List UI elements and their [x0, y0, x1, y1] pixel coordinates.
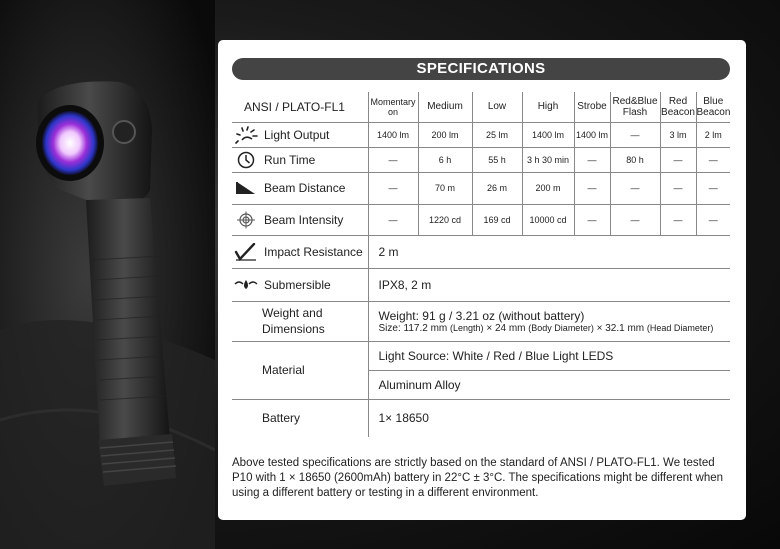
mode-header-red-blue-flash: Red&Blue Flash — [610, 92, 660, 122]
impact-icon — [234, 243, 258, 261]
impact-resistance-row — [232, 235, 730, 268]
cell-run-time: 80 h — [610, 147, 660, 172]
cell-battery: 1× 18650 — [368, 399, 730, 437]
cell-beam-distance: — — [368, 172, 418, 204]
row-label-beam-intensity: Beam Intensity — [264, 212, 344, 227]
cell-run-time: — — [574, 147, 610, 172]
cell-beam-intensity: 10000 cd — [522, 204, 574, 235]
light-burst-icon — [234, 126, 258, 144]
cell-weight-dimensions — [368, 301, 730, 341]
cell-beam-intensity: — — [574, 204, 610, 235]
row-label-run-time: Run Time — [264, 152, 316, 167]
cell-light-output: 3 lm — [660, 122, 696, 147]
cell-light-output: 1400 lm — [368, 122, 418, 147]
cell-beam-distance: 26 m — [472, 172, 522, 204]
row-label-submersible: Submersible — [264, 277, 331, 292]
cell-beam-distance: — — [610, 172, 660, 204]
cell-beam-distance: — — [574, 172, 610, 204]
cell-run-time: 6 h — [418, 147, 472, 172]
submersible-row — [232, 268, 730, 301]
cell-light-output: 25 lm — [472, 122, 522, 147]
mode-header-high: High — [522, 92, 574, 122]
mode-header-red-beacon: Red Beacon — [660, 92, 696, 122]
cell-material-light-source: Light Source: White / Red / Blue Light LEDS — [368, 341, 730, 370]
standard-header: ANSI / PLATO-FL1 — [232, 92, 368, 122]
mode-header-medium: Medium — [418, 92, 472, 122]
weight-value: Weight: 91 g / 3.21 oz (without battery) — [378, 308, 585, 323]
cell-run-time: 3 h 30 min — [522, 147, 574, 172]
cell-run-time: — — [696, 147, 730, 172]
cell-beam-distance: — — [660, 172, 696, 204]
row-label-beam-distance: Beam Distance — [264, 181, 346, 195]
beam-intensity-row — [232, 204, 730, 235]
specifications-card — [218, 40, 746, 520]
cell-run-time: — — [660, 147, 696, 172]
cell-beam-distance: 200 m — [522, 172, 574, 204]
cell-impact-resistance: 2 m — [368, 235, 730, 268]
mode-header-momentary: Momentary on — [368, 92, 418, 122]
clock-icon — [234, 151, 258, 169]
material-row — [232, 341, 730, 370]
cell-beam-intensity: — — [610, 204, 660, 235]
battery-row — [232, 399, 730, 437]
header-row — [232, 92, 730, 122]
cell-beam-intensity: — — [696, 204, 730, 235]
beam-icon — [234, 179, 258, 197]
specifications-table — [232, 92, 730, 437]
mode-header-strobe: Strobe — [574, 92, 610, 122]
cell-beam-intensity: — — [368, 204, 418, 235]
cell-light-output: 1400 lm — [522, 122, 574, 147]
cell-beam-intensity: 1220 cd — [418, 204, 472, 235]
cell-beam-intensity: — — [660, 204, 696, 235]
cell-submersible: IPX8, 2 m — [368, 268, 730, 301]
cell-run-time: 55 h — [472, 147, 522, 172]
crosshair-icon — [234, 211, 258, 229]
row-label-weight-dimensions: Weight and Dimensions — [232, 301, 368, 341]
cell-beam-distance: — — [696, 172, 730, 204]
beam-distance-row — [232, 172, 730, 204]
cell-light-output: 1400 lm — [574, 122, 610, 147]
mode-header-low: Low — [472, 92, 522, 122]
flashlight-photo — [0, 0, 215, 549]
mode-header-blue-beacon: Blue Beacon — [696, 92, 730, 122]
size-value: Size: 117.2 mm (Length) × 24 mm (Body Diameter) × 32.1 mm (Head Diameter) — [378, 322, 714, 334]
water-drop-icon — [234, 276, 258, 294]
test-conditions-note: Above tested specifications are strictly based on the standard of ANSI / PLATO-FL1. We tested P10 with 1 × 18650 (2600mAh) battery in 22°C ± 3°C. The specifications might be different when using a different battery or testing in a different environment. — [232, 457, 724, 499]
cell-light-output: 200 lm — [418, 122, 472, 147]
row-label-impact-resistance: Impact Resistance — [264, 244, 363, 259]
cell-beam-distance: 70 m — [418, 172, 472, 204]
cell-material-body: Aluminum Alloy — [368, 370, 730, 399]
cell-beam-intensity: 169 cd — [472, 204, 522, 235]
weight-dimensions-row — [232, 301, 730, 341]
cell-light-output: 2 lm — [696, 122, 730, 147]
specifications-title: SPECIFICATIONS — [232, 58, 730, 80]
light-output-row — [232, 122, 730, 147]
row-label-light-output: Light Output — [264, 127, 330, 142]
row-label-battery: Battery — [232, 399, 368, 437]
cell-light-output: — — [610, 122, 660, 147]
cell-run-time: — — [368, 147, 418, 172]
run-time-row — [232, 147, 730, 172]
row-label-material: Material — [232, 341, 368, 399]
